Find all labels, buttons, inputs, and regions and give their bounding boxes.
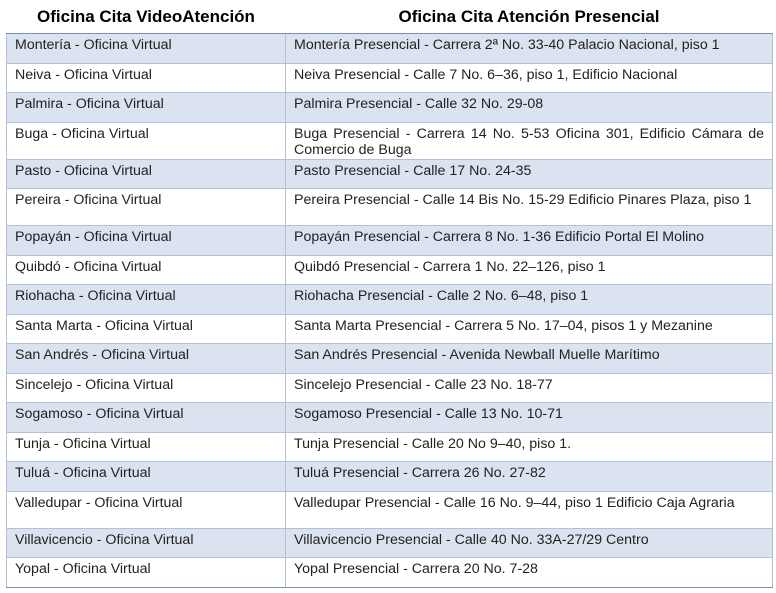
table-row <box>7 159 773 189</box>
table-row <box>7 344 773 374</box>
table-row <box>7 462 773 492</box>
in-person-office-cell: Sincelejo Presencial - Calle 23 No. 18-77 <box>286 373 773 403</box>
in-person-office-cell: Montería Presencial - Carrera 2ª No. 33-40 Palacio Nacional, piso 1 <box>286 34 773 64</box>
virtual-office-cell: Palmira - Oficina Virtual <box>7 93 286 123</box>
table-row <box>7 491 773 528</box>
offices-table <box>6 0 773 588</box>
table-row <box>7 122 773 159</box>
table-row <box>7 189 773 226</box>
virtual-office-cell: Santa Marta - Oficina Virtual <box>7 314 286 344</box>
in-person-office-cell: Buga Presencial - Carrera 14 No. 5-53 Oficina 301, Edificio Cámara de Comercio de Buga <box>286 122 773 159</box>
virtual-office-cell: Tuluá - Oficina Virtual <box>7 462 286 492</box>
virtual-office-cell: Villavicencio - Oficina Virtual <box>7 528 286 558</box>
table-row <box>7 314 773 344</box>
in-person-office-cell: Valledupar Presencial - Calle 16 No. 9–44, piso 1 Edificio Caja Agraria <box>286 491 773 528</box>
table-row <box>7 63 773 93</box>
in-person-office-cell: Yopal Presencial - Carrera 20 No. 7-28 <box>286 558 773 588</box>
virtual-office-cell: San Andrés - Oficina Virtual <box>7 344 286 374</box>
table-header <box>7 0 773 34</box>
in-person-office-cell: Popayán Presencial - Carrera 8 No. 1-36 Edificio Portal El Molino <box>286 226 773 256</box>
in-person-office-cell: Villavicencio Presencial - Calle 40 No. 33A-27/29 Centro <box>286 528 773 558</box>
in-person-office-cell: Pasto Presencial - Calle 17 No. 24-35 <box>286 159 773 189</box>
virtual-office-cell: Montería - Oficina Virtual <box>7 34 286 64</box>
virtual-office-cell: Sincelejo - Oficina Virtual <box>7 373 286 403</box>
table-row <box>7 403 773 433</box>
virtual-office-cell: Popayán - Oficina Virtual <box>7 226 286 256</box>
table-row <box>7 93 773 123</box>
header-virtual-office: Oficina Cita VideoAtención <box>7 0 286 34</box>
in-person-office-cell: Tunja Presencial - Calle 20 No 9–40, piso 1. <box>286 432 773 462</box>
in-person-office-cell: Neiva Presencial - Calle 7 No. 6–36, piso 1, Edificio Nacional <box>286 63 773 93</box>
virtual-office-cell: Yopal - Oficina Virtual <box>7 558 286 588</box>
table-row <box>7 226 773 256</box>
table-row <box>7 432 773 462</box>
in-person-office-cell: San Andrés Presencial - Avenida Newball Muelle Marítimo <box>286 344 773 374</box>
virtual-office-cell: Sogamoso - Oficina Virtual <box>7 403 286 433</box>
virtual-office-cell: Valledupar - Oficina Virtual <box>7 491 286 528</box>
virtual-office-cell: Tunja - Oficina Virtual <box>7 432 286 462</box>
table-row <box>7 558 773 588</box>
virtual-office-cell: Neiva - Oficina Virtual <box>7 63 286 93</box>
virtual-office-cell: Pereira - Oficina Virtual <box>7 189 286 226</box>
table-row <box>7 34 773 64</box>
virtual-office-cell: Buga - Oficina Virtual <box>7 122 286 159</box>
virtual-office-cell: Pasto - Oficina Virtual <box>7 159 286 189</box>
in-person-office-cell: Palmira Presencial - Calle 32 No. 29-08 <box>286 93 773 123</box>
in-person-office-cell: Riohacha Presencial - Calle 2 No. 6–48, piso 1 <box>286 285 773 315</box>
virtual-office-cell: Quibdó - Oficina Virtual <box>7 255 286 285</box>
in-person-office-cell: Pereira Presencial - Calle 14 Bis No. 15-29 Edificio Pinares Plaza, piso 1 <box>286 189 773 226</box>
table-row <box>7 528 773 558</box>
header-row <box>7 0 773 34</box>
in-person-office-cell: Quibdó Presencial - Carrera 1 No. 22–126, piso 1 <box>286 255 773 285</box>
in-person-office-cell: Tuluá Presencial - Carrera 26 No. 27-82 <box>286 462 773 492</box>
table-row <box>7 373 773 403</box>
table-row <box>7 285 773 315</box>
header-in-person-office: Oficina Cita Atención Presencial <box>286 0 773 34</box>
table-row <box>7 255 773 285</box>
virtual-office-cell: Riohacha - Oficina Virtual <box>7 285 286 315</box>
in-person-office-cell: Santa Marta Presencial - Carrera 5 No. 17–04, pisos 1 y Mezanine <box>286 314 773 344</box>
in-person-office-cell: Sogamoso Presencial - Calle 13 No. 10-71 <box>286 403 773 433</box>
table-body <box>7 34 773 588</box>
